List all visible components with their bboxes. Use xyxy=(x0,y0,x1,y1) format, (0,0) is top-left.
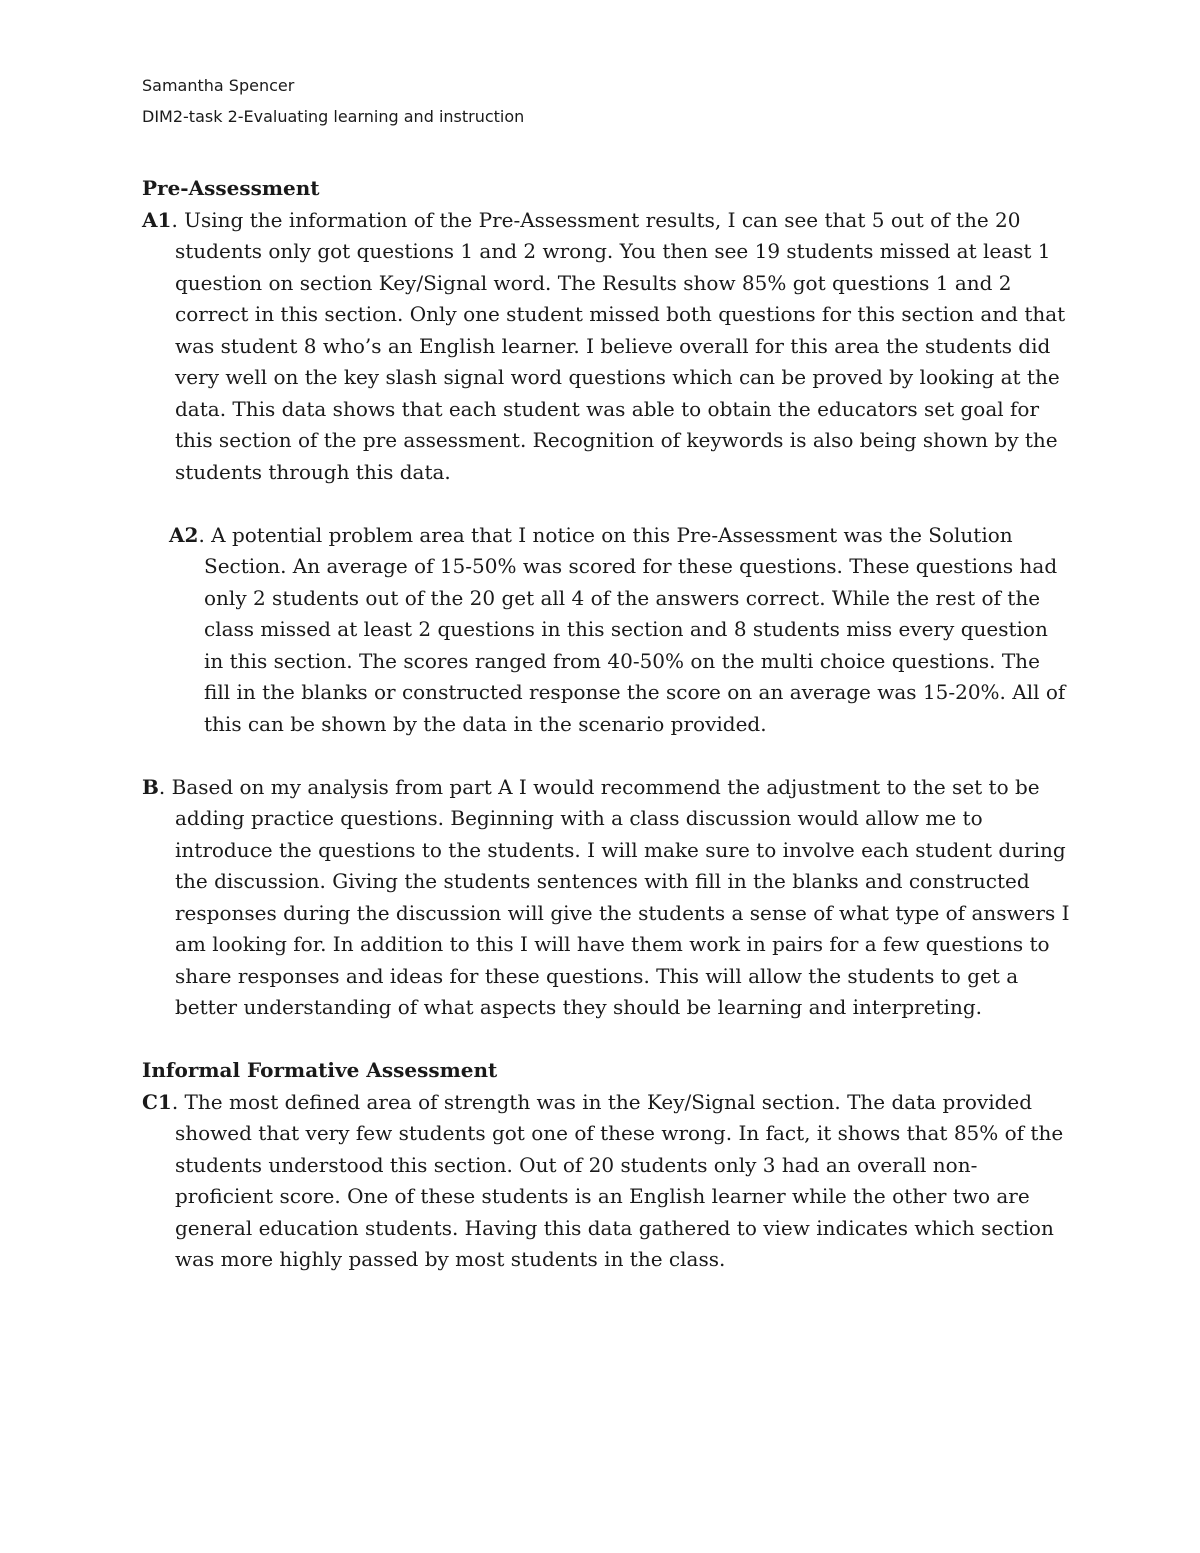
paragraph-a1 xyxy=(142,205,1072,489)
spacer xyxy=(142,740,1072,772)
paragraph-a1-text: . Using the information of the Pre-Assessment results, I can see that 5 out of the 20 students only got questions 1 and 2 wrong. You then see 19 students missed at least 1 question on section Key/Signal word. The Results show 85% got questions 1 and 2 correct in this section. Only one student missed both questions for this section and that was student 8 who’s an English learner. I believe overall for this area the students did very well on the key slash signal word questions which can be proved by looking at the data. This data shows that each student was able to obtain the educators set goal for this section of the pre assessment. Recognition of keywords is also being shown by the students through this data. xyxy=(171,207,1066,484)
paragraph-a1-label: A1 xyxy=(142,207,172,232)
section-heading-pre-assessment: Pre-Assessment xyxy=(142,176,320,200)
spacer xyxy=(142,488,1072,520)
paragraph-c1 xyxy=(142,1087,1072,1276)
paragraph-c1-text: . The most defined area of strength was in the Key/Signal section. The data provided showed that very few students got one of these wrong. In fact, it shows that 85% of the students understood this section. Out of 20 students only 3 had an overall non-proficient score. One of these students is an English learner while the other two are general education students. Having this data gathered to view indicates which section was more highly passed by most students in the class. xyxy=(171,1089,1064,1271)
paragraph-b xyxy=(142,772,1072,1024)
assignment-title: DIM2-task 2-Evaluating learning and instruction xyxy=(142,107,525,126)
paragraph-a2-label: A2 xyxy=(169,522,199,547)
paragraph-c1-label: C1 xyxy=(142,1089,172,1114)
section-heading-informal-formative: Informal Formative Assessment xyxy=(142,1058,498,1082)
document-header xyxy=(142,70,524,132)
paragraph-a2-text: . A potential problem area that I notice on this Pre-Assessment was the Solution Section. An average of 15-50% was scored for these questions. These questions had only 2 students out of the 20 get all 4 of the answers correct. While the rest of the class missed at least 2 questions in this section and 8 students miss every question in this section. The scores ranged from 40-50% on the multi choice questions. The fill in the blanks or constructed response the score on an average was 15-20%. All of this can be shown by the data in the scenario provided. xyxy=(198,522,1066,736)
paragraph-a2 xyxy=(169,520,1072,741)
paragraph-b-text: . Based on my analysis from part A I would recommend the adjustment to the set to be adding practice questions. Beginning with a class discussion would allow me to introduce the questions to the students. I will make sure to involve each student during the discussion. Giving the students sentences with fill in the blanks and constructed responses during the discussion will give the students a sense of what type of answers I am looking for. In addition to this I will have them work in pairs for a few questions to share responses and ideas for these questions. This will allow the students to get a better understanding of what aspects they should be learning and interpreting. xyxy=(158,774,1070,1019)
document-body xyxy=(142,173,1072,1276)
spacer xyxy=(142,1024,1072,1056)
author-name: Samantha Spencer xyxy=(142,76,295,95)
paragraph-b-label: B xyxy=(142,774,159,799)
